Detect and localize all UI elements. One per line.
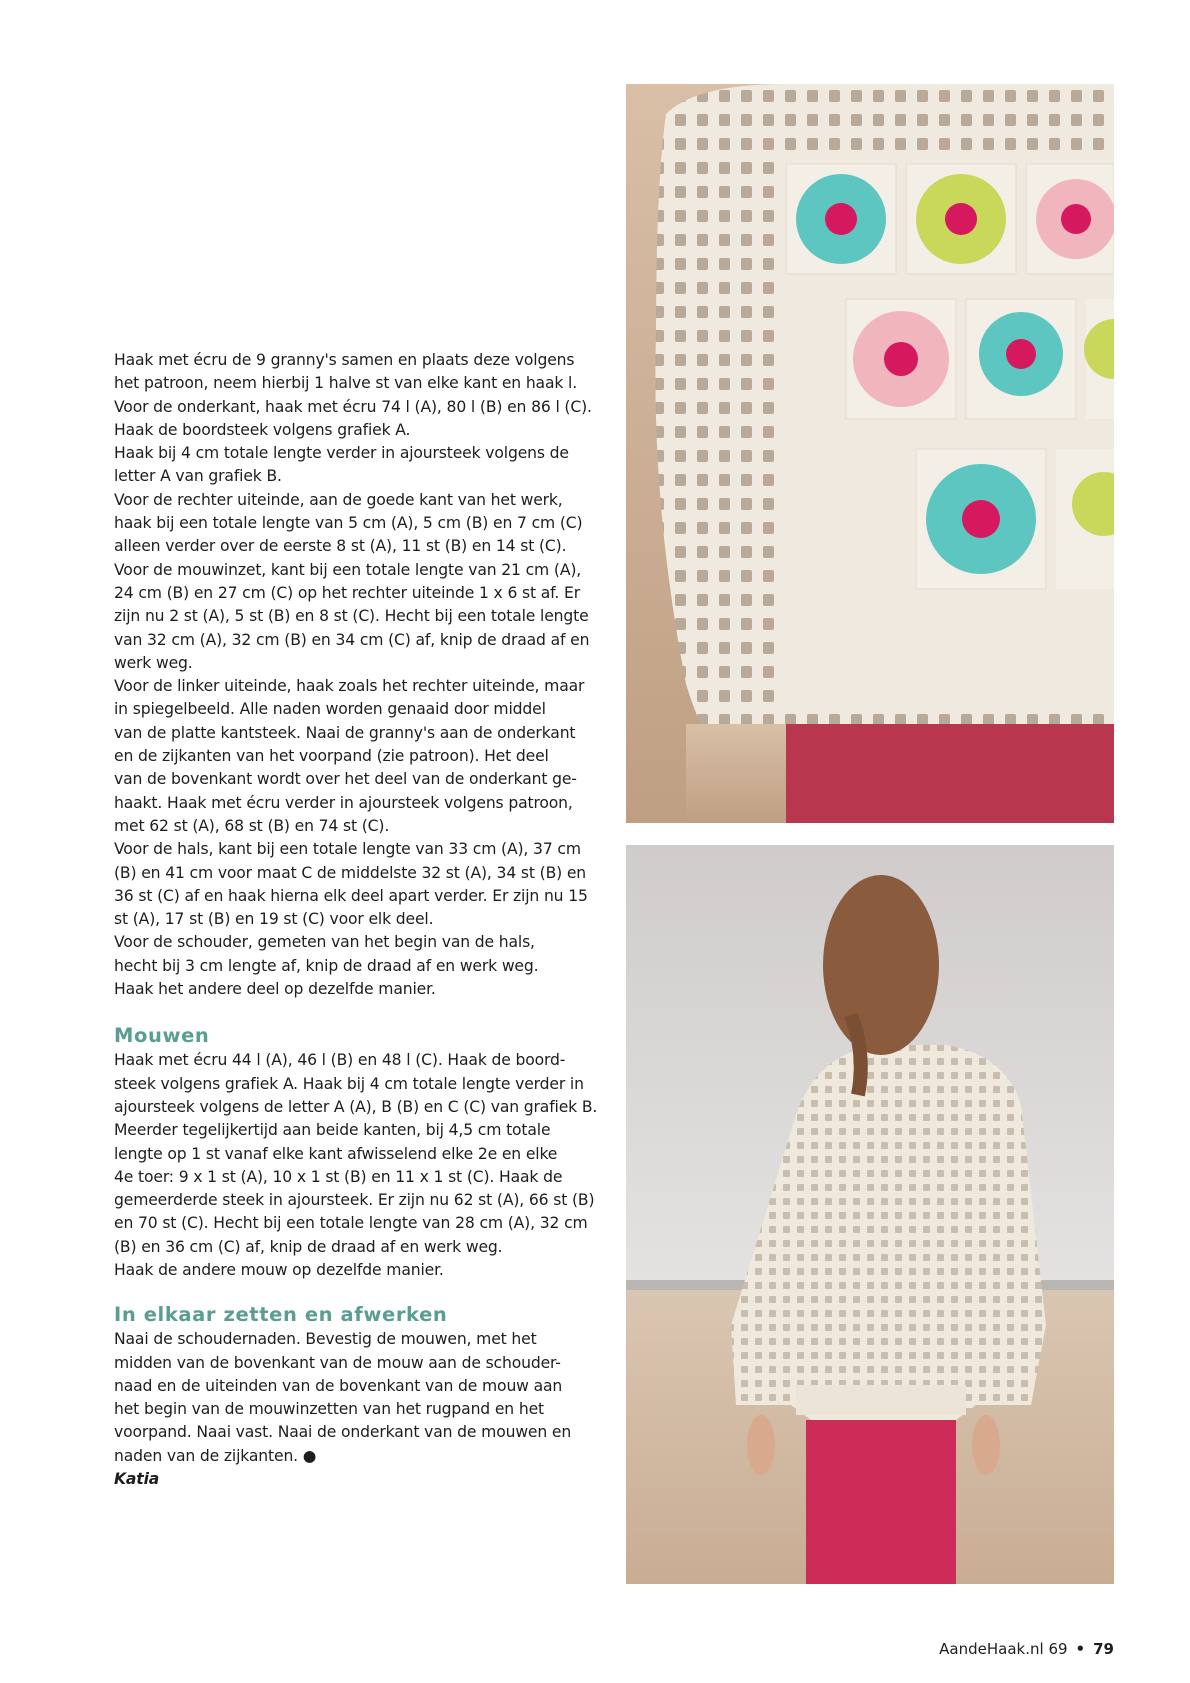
intro-line: zijn nu 2 st (A), 5 st (B) en 8 st (C). Hecht bij een totale lengte: [114, 607, 589, 626]
pattern-text-column: [114, 349, 606, 1491]
designer-signature: Katia: [114, 1470, 160, 1489]
mouwen-line: Haak de andere mouw op dezelfde manier.: [114, 1260, 444, 1279]
mouwen-line: gemeerderde steek in ajoursteek. Er zijn nu 62 st (A), 66 st (B): [114, 1191, 595, 1210]
intro-line: Haak bij 4 cm totale lengte verder in ajoursteek volgens de: [114, 444, 569, 463]
intro-line: Haak de boordsteek volgens grafiek A.: [114, 420, 411, 439]
section-heading-in-elkaar-zetten: In elkaar zetten en afwerken: [114, 1303, 448, 1327]
footer-site-issue: AandeHaak.nl 69: [939, 1640, 1068, 1658]
intro-line: Voor de linker uiteinde, haak zoals het rechter uiteinde, maar: [114, 677, 585, 696]
pattern-instructions-intro: [114, 349, 606, 1001]
section-body-mouwen: [114, 1049, 606, 1282]
intro-line: st (A), 17 st (B) en 19 st (C) voor elk deel.: [114, 910, 434, 929]
intro-line: (B) en 41 cm voor maat C de middelste 32 st (A), 34 st (B) en: [114, 863, 587, 882]
page-number: 79: [1093, 1640, 1114, 1658]
footer-separator: •: [1075, 1640, 1086, 1658]
intro-line: van 32 cm (A), 32 cm (B) en 34 cm (C) af, knip de draad af en: [114, 630, 590, 649]
photo-girl-back-view: [626, 845, 1114, 1584]
intro-line: van de bovenkant wordt over het deel van de onderkant ge-: [114, 770, 577, 789]
intro-line: Haak het andere deel op dezelfde manier.: [114, 980, 436, 999]
mouwen-line: Haak met écru 44 l (A), 46 l (B) en 48 l (C). Haak de boord-: [114, 1051, 566, 1070]
intro-line: met 62 st (A), 68 st (B) en 74 st (C).: [114, 816, 390, 835]
intro-line: 36 st (C) af en haak hierna elk deel apart verder. Er zijn nu 15: [114, 886, 588, 905]
intro-line: Voor de rechter uiteinde, aan de goede kant van het werk,: [114, 490, 563, 509]
afwerken-line: naad en de uiteinden van de bovenkant van de mouw aan: [114, 1376, 563, 1395]
intro-line: Voor de schouder, gemeten van het begin van de hals,: [114, 933, 535, 952]
intro-line: hecht bij 3 cm lengte af, knip de draad af en werk weg.: [114, 956, 539, 975]
intro-line: haak bij een totale lengte van 5 cm (A), 5 cm (B) en 7 cm (C): [114, 514, 583, 533]
afwerken-line: het begin van de mouwinzetten van het rugpand en het: [114, 1400, 544, 1419]
intro-line: en de zijkanten van het voorpand (zie patroon). Het deel: [114, 747, 549, 766]
section-body-in-elkaar-zetten: [114, 1328, 606, 1468]
intro-line: Voor de hals, kant bij een totale lengte van 33 cm (A), 37 cm: [114, 840, 581, 859]
mouwen-line: steek volgens grafiek A. Haak bij 4 cm totale lengte verder in: [114, 1074, 584, 1093]
intro-line: Voor de mouwinzet, kant bij een totale lengte van 21 cm (A),: [114, 560, 582, 579]
mouwen-line: lengte op 1 st vanaf elke kant afwisselend elke 2e en elke: [114, 1144, 558, 1163]
page-footer: [939, 1640, 1114, 1658]
afwerken-line: midden van de bovenkant van de mouw aan de schouder-: [114, 1353, 561, 1372]
intro-line: 24 cm (B) en 27 cm (C) op het rechter uiteinde 1 x 6 st af. Er: [114, 583, 580, 602]
intro-line: Voor de onderkant, haak met écru 74 l (A), 80 l (B) en 86 l (C).: [114, 397, 592, 416]
afwerken-line: Naai de schoudernaden. Bevestig de mouwen, met het: [114, 1330, 537, 1349]
section-heading-mouwen: Mouwen: [114, 1024, 210, 1048]
intro-line: Haak met écru de 9 granny's samen en plaats deze volgens: [114, 351, 575, 369]
mouwen-line: ajoursteek volgens de letter A (A), B (B) en C (C) van grafiek B.: [114, 1097, 598, 1116]
intro-line: in spiegelbeeld. Alle naden worden genaaid door middel: [114, 700, 546, 719]
intro-line: haakt. Haak met écru verder in ajoursteek volgens patroon,: [114, 793, 573, 812]
intro-line: letter A van grafiek B.: [114, 467, 282, 486]
intro-line: werk weg.: [114, 653, 193, 672]
mouwen-line: en 70 st (C). Hecht bij een totale lengte van 28 cm (A), 32 cm: [114, 1214, 588, 1233]
intro-line: van de platte kantsteek. Naai de granny's aan de onderkant: [114, 723, 576, 742]
intro-line: alleen verder over de eerste 8 st (A), 11 st (B) en 14 st (C).: [114, 537, 567, 556]
mouwen-line: 4e toer: 9 x 1 st (A), 10 x 1 st (B) en 11 x 1 st (C). Haak de: [114, 1167, 563, 1186]
photo-sweater-front-closeup: [626, 84, 1114, 823]
afwerken-line: voorpand. Naai vast. Naai de onderkant van de mouwen en: [114, 1423, 572, 1442]
intro-line: het patroon, neem hierbij 1 halve st van elke kant en haak l.: [114, 374, 578, 393]
mouwen-line: (B) en 36 cm (C) af, knip de draad af en werk weg.: [114, 1237, 503, 1256]
mouwen-line: Meerder tegelijkertijd aan beide kanten, bij 4,5 cm totale: [114, 1121, 551, 1140]
afwerken-line: naden van de zijkanten. ●: [114, 1446, 317, 1465]
